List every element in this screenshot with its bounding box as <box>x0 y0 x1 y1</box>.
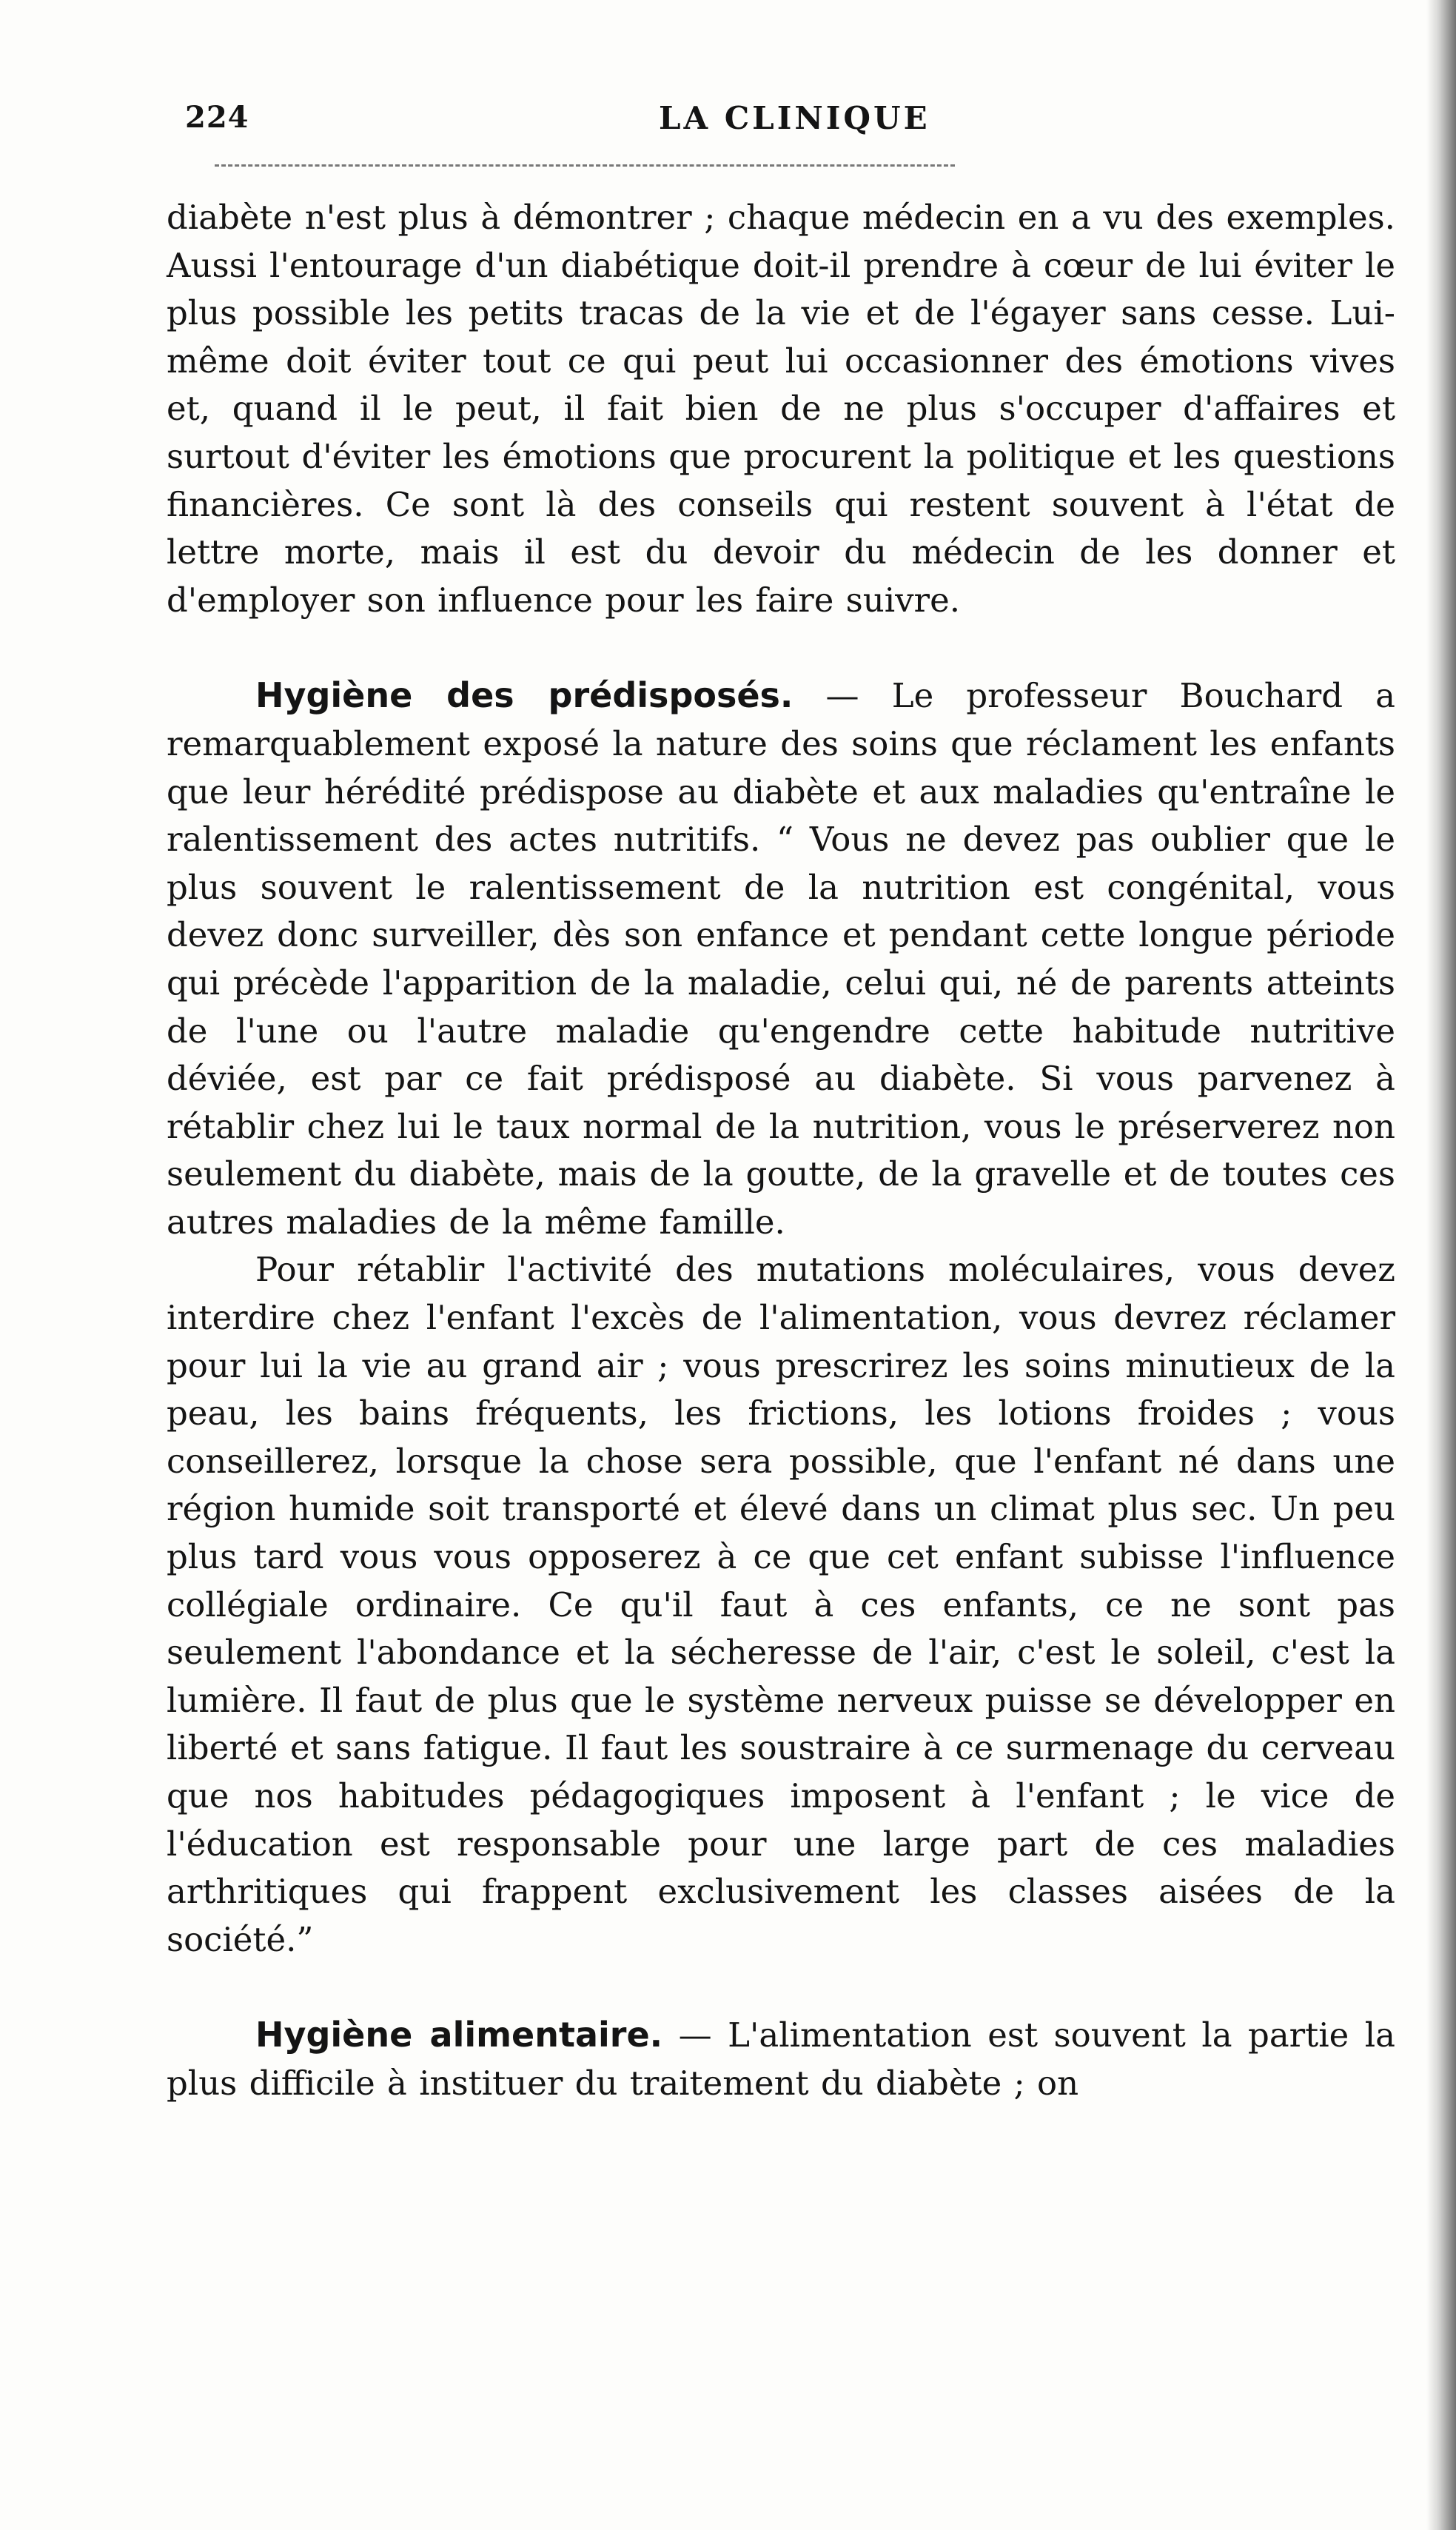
section-heading: Hygiène des prédisposés. <box>255 675 794 716</box>
paragraph-text: — L'alimentation est souvent la partie la plus difficile à instituer du traitement du diabète ; on <box>167 2015 1395 2103</box>
paragraph-text: diabète n'est plus à démontrer ; chaque médecin en a vu des exemples. Aussi l'entourage d'un diabétique doit-il prendre à cœur de lui éviter le plus possible les petits tracas de la vie et de l'égayer sans cesse. Lui-même doit éviter tout ce qui peut lui occasionner des émotions vives et, quand il le peut, il fait bien de ne plus s'occuper d'affaires et surtout d'éviter les émotions que procurent la politique et les questions financières. Ce sont là des conseils qui restent souvent à l'état de lettre morte, mais il est du devoir du médecin de les donner et d'employer son influence pour les faire suivre. <box>167 198 1395 620</box>
paragraph-hygiene-alimentaire <box>167 2011 1395 2107</box>
binding-edge-shadow <box>1426 0 1456 2530</box>
header-rule <box>215 164 955 167</box>
paragraph-text: Pour rétablir l'activité des mutations moléculaires, vous devez interdire chez l'enfant l'excès de l'alimentation, vous devrez réclamer pour lui la vie au grand air ; vous prescrirez les soins minutieux de la peau, les bains fréquents, les frictions, les lotions froides ; vous conseillerez, lorsque la chose sera possible, que l'enfant né dans une région humide soit transporté et élevé dans un climat plus sec. Un peu plus tard vous vous opposerez à ce que cet enfant subisse l'influence collégiale ordinaire. Ce qu'il faut à ces enfants, ce ne sont pas seulement l'abondance et la sécheresse de l'air, c'est le soleil, c'est la lumière. Il faut de plus que le système nerveux puisse se développer en liberté et sans fatigue. Il faut les soustraire à ce surmenage du cerveau que nos habitudes pédagogiques imposent à l'enfant ; le vice de l'éducation est responsable pour une large part de ces maladies arthritiques qui frappent exclusivement les classes aisées de la société.” <box>167 1250 1395 1959</box>
body-text <box>167 194 1395 2108</box>
paragraph-hygiene-predisposes <box>167 672 1395 1246</box>
paragraph-continued <box>167 194 1395 624</box>
page-header <box>185 100 1399 159</box>
page-number: 224 <box>185 100 249 135</box>
section-heading: Hygiène alimentaire. <box>255 2015 663 2055</box>
paragraph-quote-continuation <box>167 1246 1395 1964</box>
paragraph-text: — Le professeur Bouchard a remarquablement exposé la nature des soins que réclament les enfants que leur hérédité prédispose au diabète et aux maladies qu'entraîne le ralentissement des actes nutritifs. “ Vous ne devez pas oublier que le plus souvent le ralentissement de la nutrition est congénital, vous devez donc surveiller, dès son enfance et pendant cette longue période qui précède l'apparition de la maladie, celui qui, né de parents atteints de l'une ou l'autre maladie qu'engendre cette habitude nutritive déviée, est par ce fait prédisposé au diabète. Si vous parvenez à rétablir chez lui le taux normal de la nutrition, vous le préserverez non seulement du diabète, mais de la goutte, de la gravelle et de toutes ces autres maladies de la même famille. <box>167 676 1395 1242</box>
running-head: LA CLINIQUE <box>659 100 930 136</box>
